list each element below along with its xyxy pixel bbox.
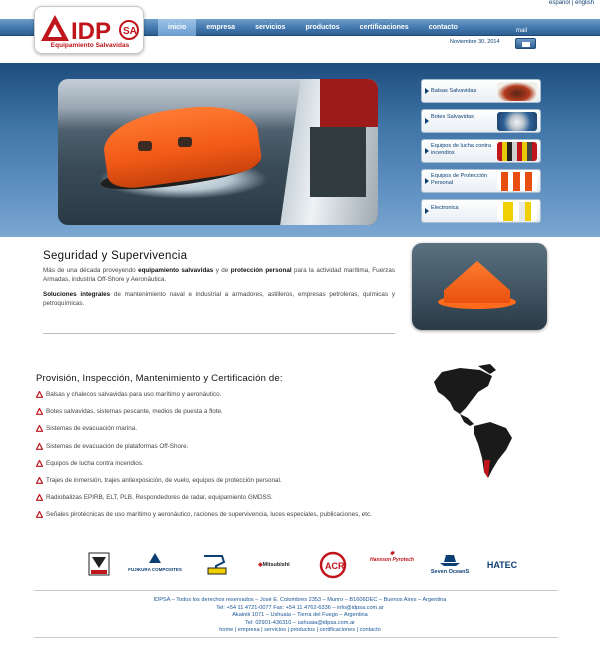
footer-link-empresa[interactable]: empresa [237, 627, 260, 634]
warning-triangle-icon [36, 494, 43, 501]
star-icon: ✱ [389, 551, 395, 557]
service-item [36, 408, 401, 416]
brand-name: Seven OceanS [430, 569, 470, 575]
intro-highlight: equipamiento salvavidas [138, 267, 214, 274]
survival-suit-icon [497, 172, 537, 191]
footer-link-home[interactable]: home [219, 627, 234, 634]
service-item [36, 494, 401, 502]
warning-triangle-icon [36, 477, 43, 484]
service-item [36, 443, 401, 451]
brand-name: FUJIKURA COMPOSITES [128, 567, 182, 572]
brand-hatec[interactable]: HATEC [486, 560, 518, 570]
intro-text: y de [213, 267, 231, 274]
crane-brand-icon [202, 551, 230, 579]
brand-acr[interactable] [318, 551, 348, 579]
service-item [36, 391, 401, 399]
fujikura-icon [148, 551, 162, 565]
side-item-electronica[interactable] [421, 199, 541, 223]
hero-liferaft-photo [58, 79, 378, 225]
services-title: Provisión, Inspección, Mantenimiento y Certificación de: [36, 373, 283, 384]
side-item-label: Electronica [431, 205, 459, 211]
service-item [36, 460, 401, 468]
service-item [36, 511, 401, 519]
side-item-label: Balsas Salvavidas [431, 88, 477, 94]
intro-text: para la actividad marítima, Fuerzas Armadas, industria Off-Shore y Aeronáutica. [43, 267, 396, 283]
link-separator: | [315, 627, 320, 634]
intro-paragraph-1 [43, 267, 395, 284]
warning-triangle-icon [36, 425, 43, 432]
arrow-right-icon [425, 118, 429, 124]
nav-empresa[interactable]: empresa [206, 24, 236, 31]
main-nav [158, 19, 468, 36]
link-separator: | [285, 627, 291, 634]
svg-text:SA: SA [123, 26, 137, 37]
footer-line-1: IDPSA – Todos los derechos reservados – José E. Colombres 2353 – Munro – B1606DEC – Buenos Aires – Argentina [153, 597, 447, 603]
viking-shield-icon [88, 551, 110, 579]
intro-highlight: Soluciones integrales [43, 291, 111, 299]
liferaft-canopy [444, 261, 510, 303]
ship-icon [438, 551, 462, 567]
ship-red-panel [320, 79, 378, 127]
brand-name: ACR [325, 561, 345, 571]
nav-inicio[interactable]: inicio [158, 19, 196, 36]
service-text: Balsas y chalecos salvavidas para uso marítimo y aeronáutico. [46, 391, 222, 398]
side-item-botes[interactable] [421, 109, 541, 133]
divider [34, 637, 558, 638]
raft-window [138, 141, 152, 151]
service-text: Botes salvavidas, sistemas pescante, medios de puesta a flote. [46, 408, 223, 416]
intro-liferaft-photo [412, 243, 547, 330]
footer-line-4: Tel: 02901-436310 – ushuaia@idpsa.com.ar [245, 619, 355, 626]
raft-window [178, 137, 192, 147]
arrow-right-icon [425, 178, 429, 184]
intro-section [43, 250, 395, 315]
service-item [36, 477, 401, 485]
service-text: Radiobalizas EPIRB, ELT, PLB. Respondedores de radar, equipamiento GMDSS. [46, 494, 273, 502]
intro-title: Seguridad y Supervivencia [43, 250, 188, 262]
mail-button[interactable] [515, 38, 536, 49]
divider [43, 333, 395, 334]
service-text: Sistemas de evacuación marina. [46, 425, 138, 433]
divider [34, 590, 558, 591]
footer-link-contacto[interactable]: contacto [359, 627, 381, 634]
footer-line-2: Tel: +54 11 4721-0077 Fax: +54 11 4762-6336 – info@idpsa.com.ar [216, 604, 384, 611]
mitsubishi-icon: ◆ [258, 562, 263, 568]
nav-servicios[interactable]: servicios [255, 24, 286, 31]
side-item-proteccion[interactable] [421, 169, 541, 193]
logo-subtitle: Equipamiento Salvavidas [50, 42, 130, 49]
footer [0, 597, 600, 635]
product-side-menu [421, 79, 541, 229]
logo-mark-icon [35, 7, 145, 47]
footer-link-certificaciones[interactable]: certificaciones [319, 627, 356, 634]
warning-triangle-icon [36, 511, 43, 518]
lang-english-link[interactable]: english [574, 0, 594, 6]
acr-badge-icon [319, 551, 347, 579]
ship-dark-panel [310, 127, 366, 197]
footer-link-servicios[interactable]: servicios [264, 627, 286, 634]
side-item-label: Botes Salvavidas [431, 114, 474, 120]
link-separator: | [233, 627, 238, 634]
intro-paragraph-2 [43, 291, 395, 308]
side-item-label: Equipos de lucha contra incendios [431, 143, 492, 156]
nav-certificaciones[interactable]: certificaciones [359, 24, 409, 31]
services-section [36, 373, 401, 529]
warning-triangle-icon [36, 460, 43, 467]
liferaft-icon [497, 82, 537, 101]
brand-hansson[interactable] [368, 551, 416, 579]
brand-name: Mitsubishi [262, 562, 290, 568]
side-item-balsas[interactable] [421, 79, 541, 103]
footer-link-productos[interactable]: productos [290, 627, 316, 634]
lang-separator: | [571, 0, 574, 6]
current-date: Noviembre 30, 2014 [450, 39, 500, 45]
brand-fujikura[interactable] [128, 551, 182, 579]
firefighter-icon [497, 142, 537, 161]
logo[interactable] [34, 6, 144, 54]
brand-logos [80, 551, 530, 581]
service-item [36, 425, 401, 433]
warning-triangle-icon [36, 391, 43, 398]
service-text: Señales pirotécnicas de uso marítimo y aeronáutico, raciones de supervivencia, luces especiales, publicaciones, etc. [46, 511, 372, 519]
envelope-icon [522, 42, 530, 47]
brand-seven-oceans[interactable] [424, 551, 476, 579]
arrow-right-icon [425, 88, 429, 94]
arrow-right-icon [425, 208, 429, 214]
warning-triangle-icon [36, 443, 43, 450]
warning-triangle-icon [36, 408, 43, 415]
mail-label: mail [516, 28, 528, 34]
americas-map-icon [420, 356, 558, 480]
footer-line-3: Akainik 1071 – Ushuaia – Tierra del Fuego – Argentina [232, 612, 368, 619]
nav-productos[interactable]: productos [305, 24, 340, 31]
intro-text: Más de una década proveyendo [43, 267, 139, 274]
nav-contacto[interactable]: contacto [428, 24, 458, 31]
brand-name: Hansson Pyrotech [370, 557, 414, 563]
brand-mitsubishi[interactable] [250, 551, 298, 579]
service-text: Sistemas de evacuación de plataformas Off-Shore. [46, 442, 189, 450]
intro-highlight: protección personal [230, 267, 292, 274]
link-separator: | [259, 627, 265, 634]
header [0, 0, 600, 63]
lang-espanol-link[interactable]: español [549, 0, 571, 6]
arrow-right-icon [425, 148, 429, 154]
service-text: Equipos de lucha contra incendios. [46, 459, 144, 467]
intro-text: de mantenimiento naval e industrial a armadores, astilleros, empresas petroleras, químicas y petroquímicas. [43, 291, 395, 307]
language-switcher [549, 0, 594, 6]
side-item-incendios[interactable] [421, 139, 541, 163]
footer-links [0, 627, 600, 635]
service-text: Trajes de inmersión, trajes antiexposición, de vuelo, equipos de protección personal. [46, 476, 282, 484]
beacon-icon [497, 202, 537, 221]
lifeboat-icon [497, 112, 537, 131]
side-item-label: Equipos de Protección Personal [431, 173, 487, 186]
svg-text:IDP: IDP [71, 18, 112, 45]
link-separator: | [355, 627, 360, 634]
